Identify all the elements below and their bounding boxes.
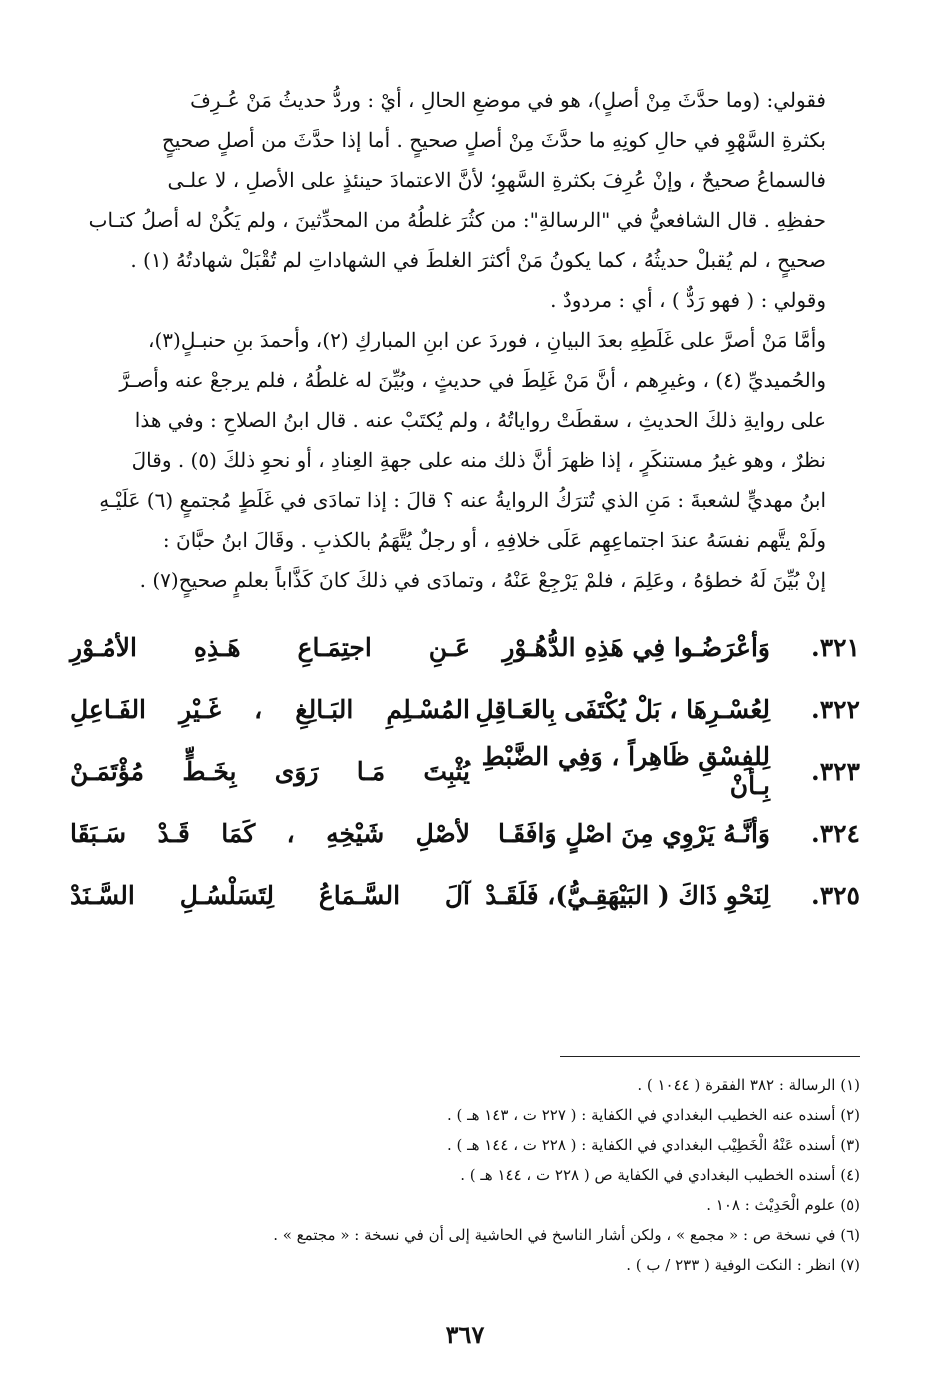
verse-number: ٣٢١. bbox=[810, 632, 860, 662]
verse-second-hemistich: المُسْـلِمِ البَـالِغِ ، غَـيْرِ الفَـاعِلِ bbox=[70, 694, 470, 724]
text-line: بكثرةِ السَّهْوِ في حالِ كونِهِ ما حدَّثَ مِنْ أصلٍ صحيحٍ . أما إذا حدَّثَ من أصلٍ صحيحٍ bbox=[161, 128, 826, 152]
text-line: إنْ بُيِّنَ لَهُ خطؤهُ ، وعَلِمَ ، فلمْ يَرْجِعْ عَنْهُ ، وتمادَى في ذلكَ كانَ كَذَّاباً بعلمٍ صحيحٍ(٧) . bbox=[139, 568, 826, 592]
verse-number: ٣٢٤. bbox=[810, 818, 860, 848]
footnote: (١) الرسالة : ٣٨٢ الفقرة ( ١٠٤٤ ) . bbox=[637, 1076, 860, 1094]
text-line: وقولي : ( فهو رَدٌّ ) ، أي : مردودٌ . bbox=[550, 288, 826, 312]
verse-first-hemistich: لِنَحْوِ ذَاكَ ( البَيْهَقِـيُّ)، فَلَقَـدْ bbox=[485, 880, 770, 910]
page-number: ٣٦٧ bbox=[445, 1320, 485, 1349]
text-line: على روايةِ ذلكَ الحديثِ ، سقطَتْ رواياتُهُ ، ولم يُكتَبْ عنه . قال ابنُ الصلاحِ : وفي هذا bbox=[134, 408, 826, 432]
verse-first-hemistich: لِلفِسْقِ ظَاهِراً ، وَفِي الضَّبْطِ بِـأنْ bbox=[481, 742, 770, 800]
text-line: صحيحٍ ، لم يُقبلْ حديثُهُ ، كما يكونُ مَنْ أكثرَ الغلطَ في الشهاداتِ لم تُقْبَلْ شهادتُهُ (١) . bbox=[130, 248, 826, 272]
text-line: والحُميديِّ (٤) ، وغيرِهم ، أنَّ مَنْ غَلِطَ في حديثٍ ، وبُيِّنَ له غلطُهُ ، فلم يرجعْ عنه وأصـرَّ bbox=[119, 368, 826, 392]
paragraph-2 bbox=[70, 280, 860, 320]
footnote: (٤) أسنده الخطيب البغدادي في الكفاية ص ( ٢٢٨ ت ، ١٤٤ هـ ) . bbox=[460, 1166, 860, 1184]
verse-first-hemistich: وَأنَّـهُ يَرْوِي مِنَ اصْلٍ وَافَقَـا bbox=[498, 818, 770, 848]
verse-first-hemistich: وَأعْرَضُـوا فِي هَذِهِ الدُّهُـوْرِ bbox=[502, 632, 770, 662]
footnote-divider bbox=[560, 1056, 860, 1057]
page bbox=[70, 80, 860, 1349]
text-line: حفظِهِ . قال الشافعيُّ في "الرسالةِ": من كثُرَ غلطُهُ من المحدِّثينَ ، ولم يَكُنْ له أصلُ كتـاب bbox=[88, 208, 826, 232]
text-line: نظرٌ ، وهو غيرُ مستنكَرٍ ، إذا ظهرَ أنَّ ذلك منه على جهةِ العِنادِ ، أو نحوِ ذلكَ (٥) . وقالَ bbox=[131, 448, 826, 472]
verse-first-hemistich: لِعُسْـرِهَا ، بَلْ يُكْتَفَى بِالعَـاقِلِ bbox=[475, 694, 770, 724]
verse bbox=[70, 678, 860, 740]
footnote: (٥) علوم الْحَدِيْث : ١٠٨ . bbox=[706, 1196, 860, 1214]
verse-number: ٣٢٣. bbox=[810, 756, 860, 786]
verse bbox=[70, 864, 860, 926]
verse-number: ٣٢٢. bbox=[810, 694, 860, 724]
paragraph-3 bbox=[70, 320, 860, 600]
footnote: (٢) أسنده عنه الخطيب البغدادي في الكفاية : ( ٢٢٧ ت ، ١٤٣ هـ ) . bbox=[447, 1106, 860, 1124]
verse-second-hemistich: آلَ السَّـمَاعُ لِتَسَلْسُـلِ السَّـنَدْ bbox=[70, 880, 470, 910]
text-line: فقولي: (وما حدَّثَ مِنْ أصلٍ)، هو في موضعِ الحالِ ، أيْ : وردُّ حديثُ مَنْ عُـرِفَ bbox=[190, 88, 826, 112]
text-line: وأمَّا مَنْ أصرَّ على غَلَطِهِ بعدَ البيانِ ، فوردَ عن ابنِ المباركِ (٢)، وأحمدَ بنِ حنبـلٍ(٣)، bbox=[148, 328, 826, 352]
verse bbox=[70, 802, 860, 864]
verse-second-hemistich: يُثْبِتَ مَـا رَوَى بِخَـطٍّ مُؤْتَمَـنْ bbox=[70, 756, 470, 786]
verse-second-hemistich: لأصْلِ شَيْخِهِ ، كَمَا قَـدْ سَـبَقَا bbox=[70, 818, 470, 848]
footnote: (٧) انظر : النكت الوفية ( ٢٣٣ / ب ) . bbox=[626, 1256, 860, 1274]
footnotes bbox=[70, 1070, 860, 1280]
paragraph-1 bbox=[70, 80, 860, 280]
footnote: (٣) أسنده عَنْهُ الْخَطِيْب البغدادي في الكفاية : ( ٢٢٨ ت ، ١٤٤ هـ ) . bbox=[447, 1136, 860, 1154]
text-line: ولَمْ يتَّهم نفسَهُ عندَ اجتماعِهِم عَلَى خلافِهِ ، أو رجلٌ يُتَّهَمُ بالكذبِ . وقَالَ ابنُ حبَّانَ : bbox=[162, 528, 826, 552]
text-line: فالسماعُ صحيحٌ ، وإنْ عُرِفَ بكثرةِ السَّهوِ؛ لأنَّ الاعتمادَ حينئذٍ على الأصلِ ، لا علـى bbox=[167, 168, 826, 192]
verse-number: ٣٢٥. bbox=[810, 880, 860, 910]
verse bbox=[70, 616, 860, 678]
footnote: (٦) في نسخة ص : « مجمع » ، ولكن أشار الناسخ في الحاشية إلى أن في نسخة : « مجتمع » . bbox=[273, 1226, 860, 1244]
verse-second-hemistich: عَـنِ اجتِمَـاعِ هَـذِهِ الأمُـوْرِ bbox=[70, 632, 470, 662]
text-line: ابنُ مهديٍّ لشعبةَ : مَنِ الذي تُترَكُ الروايةُ عنه ؟ قالَ : إذا تمادَى في غَلَطٍ مُجتمعٍ (٦) عَلَيْـهِ bbox=[99, 488, 826, 512]
verse bbox=[70, 740, 860, 802]
poem-verses bbox=[70, 616, 860, 926]
